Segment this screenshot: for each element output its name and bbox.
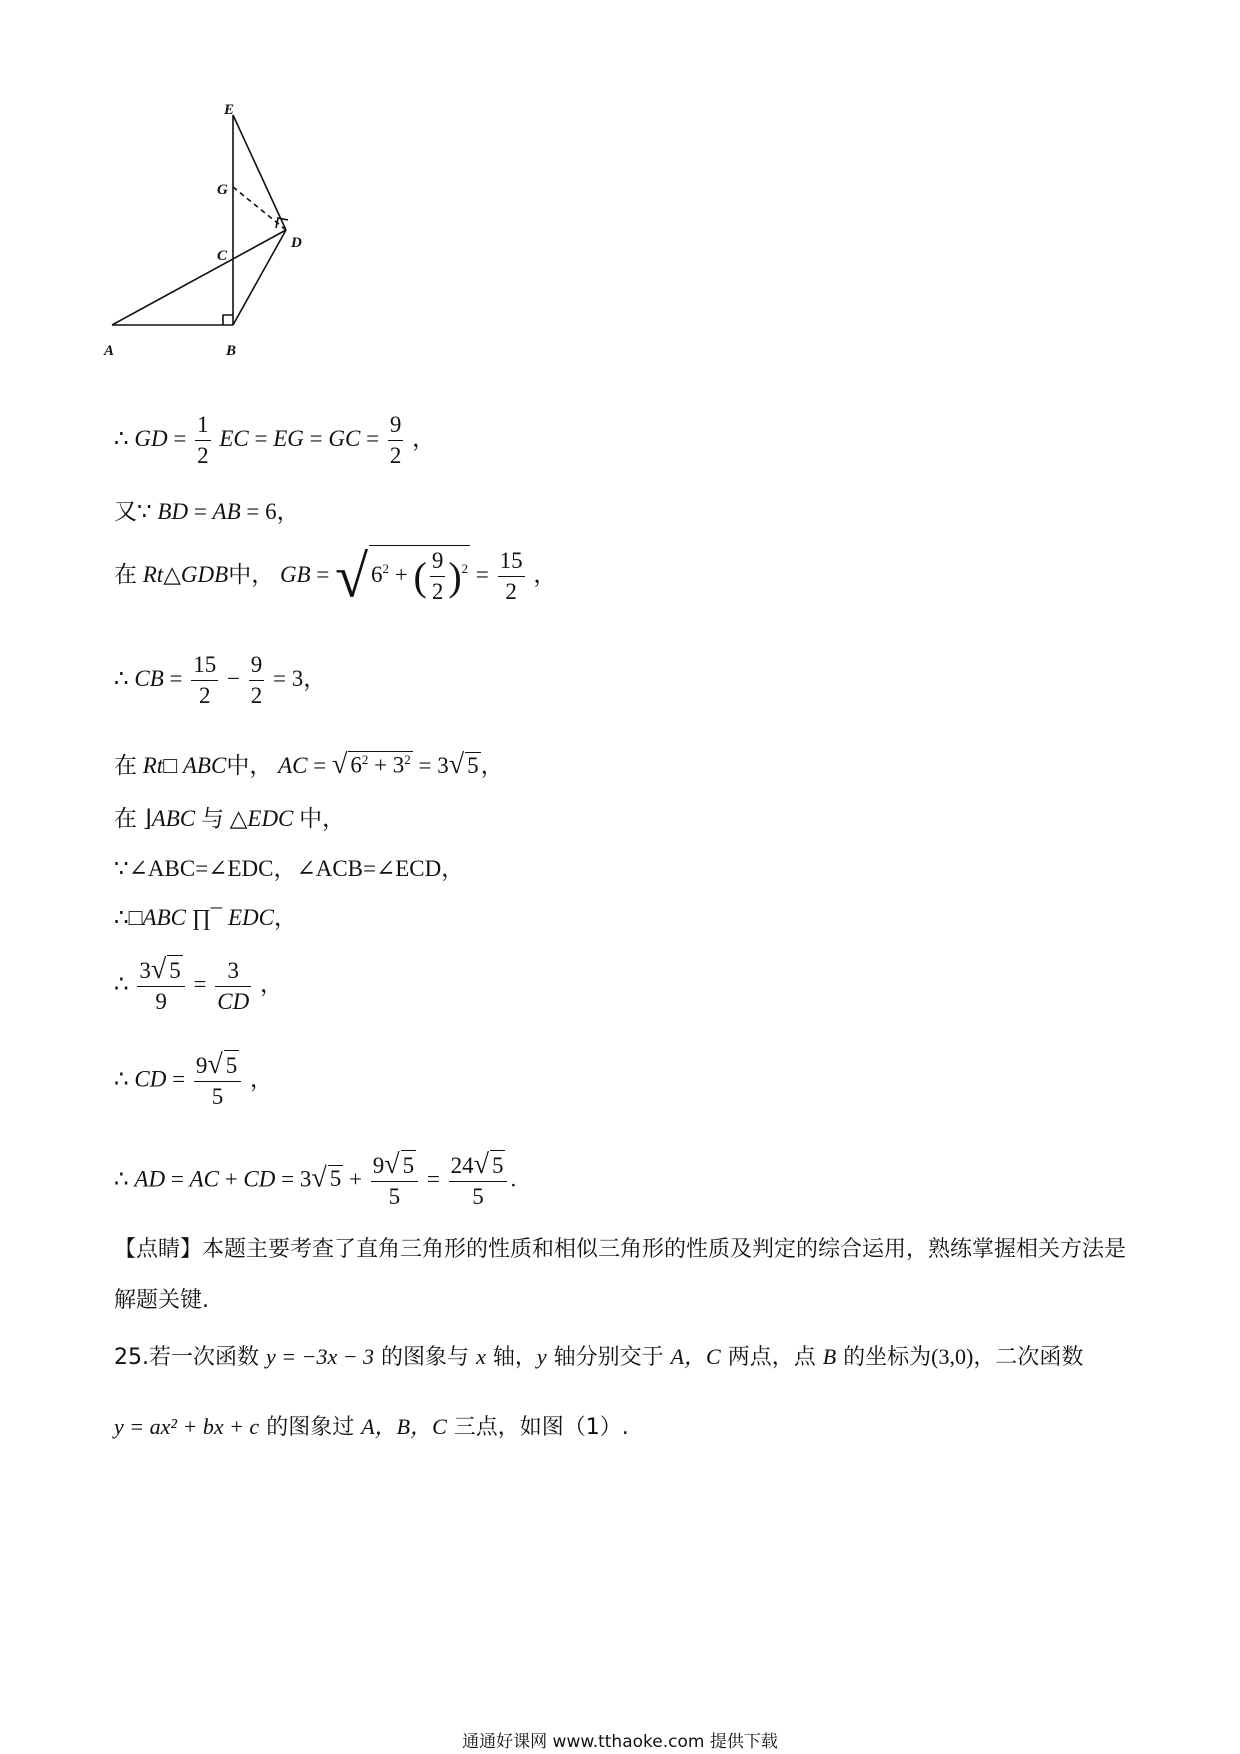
radical: $6^2$ + ( $\frac{9}{2}$ )$^2$ (369, 545, 470, 607)
note-line-1: 【点睛】本题主要考查了直角三角形的性质和相似三角形的性质及判定的综合运用，熟练掌握相关方法是 (114, 1237, 1127, 1262)
step-cb: ∴ CB = $\frac{15}{2}$ − $\frac{9}{2}$ = 3， (114, 652, 327, 708)
fraction: $\frac{1}{2}$ (197, 412, 209, 468)
step-ac: 在 Rt□ ABC中， AC = √ $6^2 + 3^2 = 3√$ 5， (114, 749, 504, 780)
step-gd: ∴ GD = $\frac{1}{2}$ EC = EG = GC = $\frac{9}{2}$ ， (114, 410, 435, 471)
fraction: $\frac{15}{2}$ (499, 548, 523, 604)
note-line-2: 解题关键. (114, 1288, 209, 1313)
step-ratio: ∴ $\frac{3√ 5}{9}$ = $\frac{3}{CD}$ ， (114, 954, 283, 1014)
label-b: B (226, 343, 237, 359)
step-compare: 在 ⌋ABC 与 △EDC 中， (114, 806, 346, 832)
label-a: A (104, 343, 115, 359)
step-cd: ∴ CD = $\frac{9√ 5}{5}$ ， (114, 1049, 273, 1109)
step-similar: ∴□ABC ∏¯ EDC， (114, 905, 297, 930)
step-gb: 在 Rt△GDB中， GB = √ $6^2$ + ( $\frac{9}{2}$ )$^2$ = $\frac{15}{2}$ ， (114, 543, 557, 610)
question-25-line-1: 25.若一次函数 y = −3x − 3 的图象与 x 轴，y 轴分别交于 A，C 两点，点 B 的坐标为(3,0)，二次函数 (114, 1344, 1084, 1370)
label-c: C (217, 248, 228, 264)
step-ad: ∴ AD = AC + CD = 3√ 5 + $\frac{9√ 5}{5}$ = $\frac{24√ 5}{5}$ . (114, 1149, 517, 1209)
step-bd: 又∵ BD = AB = 6， (114, 499, 300, 525)
geometry-figure (100, 95, 330, 375)
step-angles: ∵∠ABC=∠EDC，∠ACB=∠ECD， (114, 856, 465, 881)
question-25-line-2: y = ax² + bx + c 的图象过 A，B，C 三点，如图（1）. (114, 1414, 629, 1440)
label-d: D (291, 235, 302, 251)
label-g: G (217, 182, 228, 198)
fraction: $\frac{9}{2}$ (389, 412, 402, 468)
label-e: E (224, 102, 235, 118)
page-footer: 通通好课网 www.tthaoke.com 提供下载 (462, 1732, 778, 1752)
